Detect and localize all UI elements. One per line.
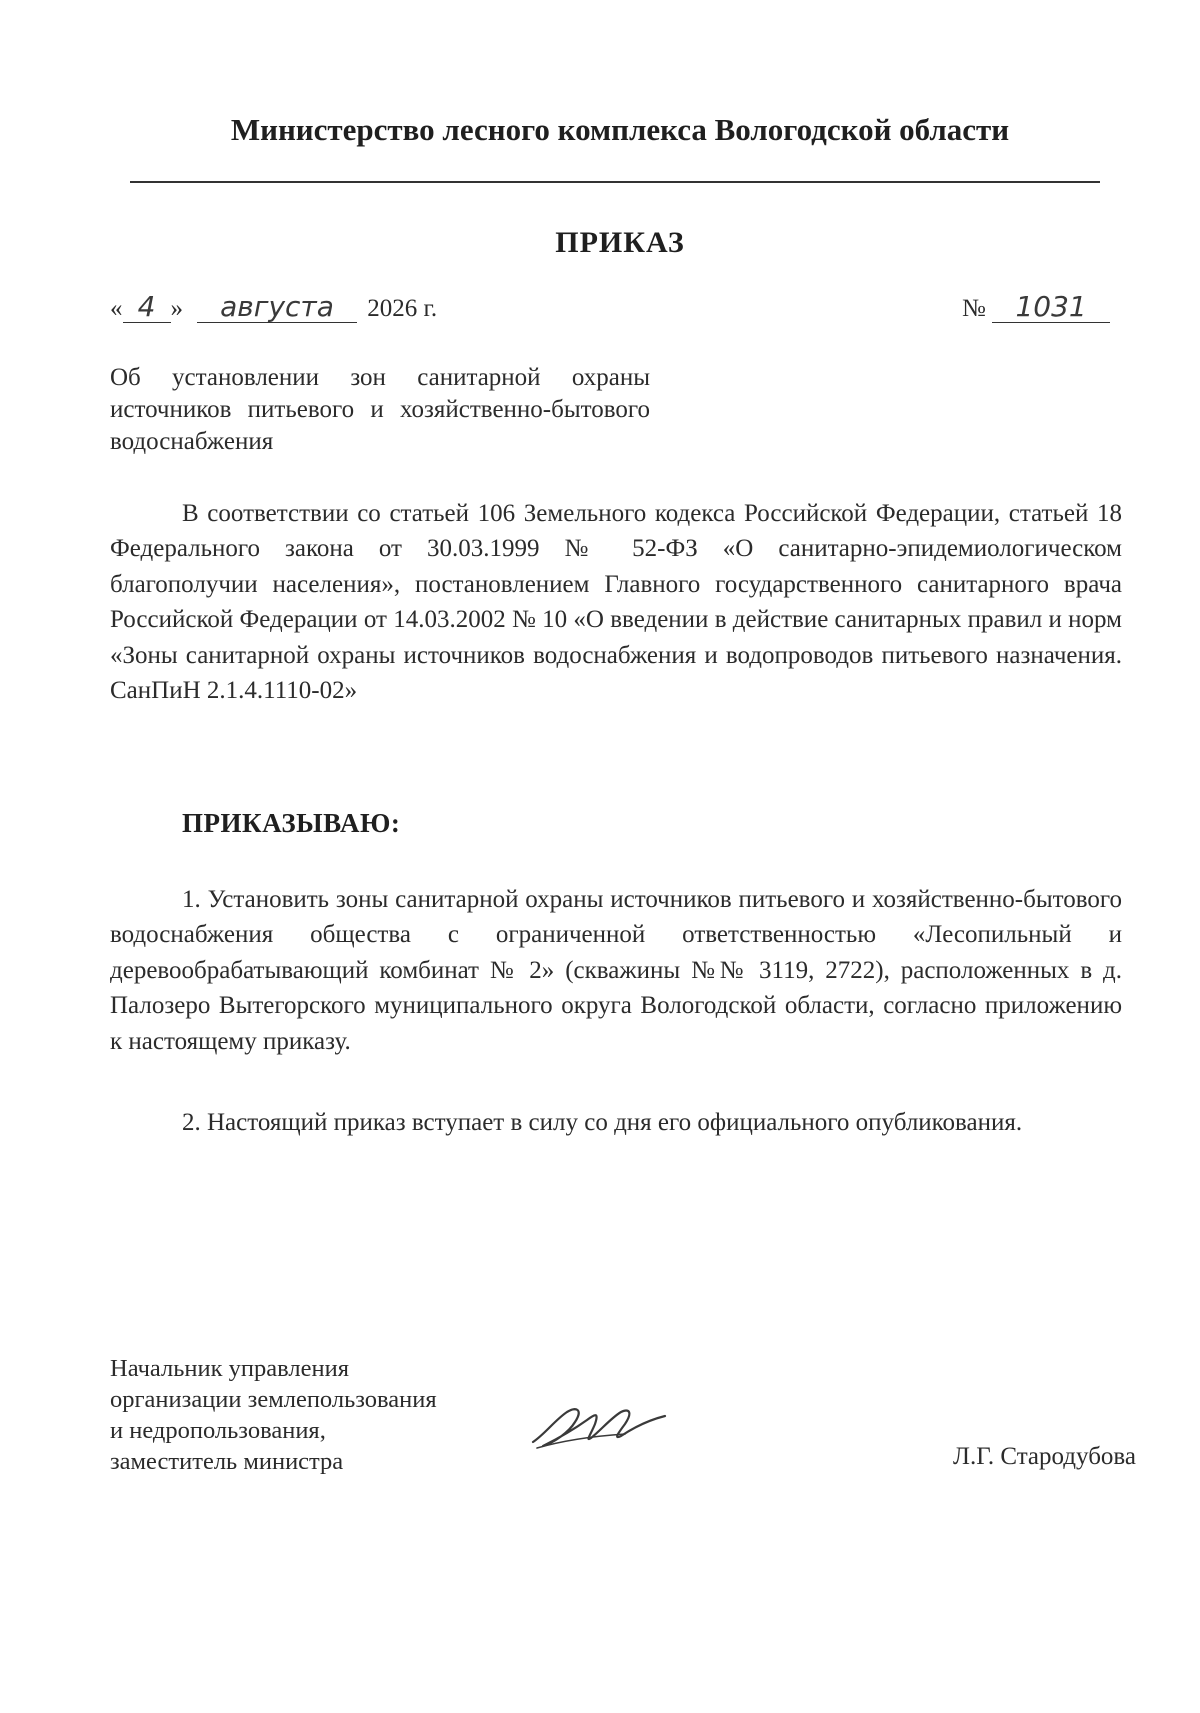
document-number [962,292,1110,323]
date-year: 2026 г. [367,295,438,322]
order-item-2: 2. Настоящий приказ вступает в силу со дня его официального опубликования. [182,1109,1023,1136]
date-day: 4 [123,292,171,323]
date-open-quote: « [110,295,123,322]
signer-position-line: Начальник управления [110,1355,349,1382]
signer-position-line: и недропользования, [110,1417,326,1444]
handwritten-signature [525,1390,675,1460]
number-value: 1031 [992,292,1110,323]
date-month: августа [197,292,357,323]
number-sign: № [962,295,986,322]
signer-position-line: заместитель министра [110,1448,344,1475]
ministry-name: Министерство лесного комплекса Вологодской области [230,112,1010,147]
header-divider [130,181,1100,183]
intro-paragraph: В соответствии со статьей 106 Земельного кодекса Российской Федерации, статьей 18 Федерального закона от 30.03.1999 № 52-ФЗ «О санитарно-эпидемиологическом благополучии населения», постановлением Главного государственного санитарного врача Российской Федерации от 14.03.2002 № 10 «О введении в действие санитарных правил и норм «Зоны санитарной охраны источников водоснабжения и водопроводов питьевого назначения. СанПиН 2.1.4.1110-02» [110,500,1122,705]
command-heading: ПРИКАЗЫВАЮ: [182,808,401,838]
date-close-quote: » [170,295,183,322]
signer-name: Л.Г. Стародубова [953,1443,1136,1470]
signer-position-line: организации землепользования [110,1386,437,1413]
order-item-1: 1. Установить зоны санитарной охраны источников питьевого и хозяйственно-бытового водоснабжения общества с ограниченной ответственностью «Лесопильный и деревообрабатывающий комбинат № 2» (скважины №№ 3119, 2722), расположенных в д. Палозеро Вытегорского муниципального округа Вологодской области, согласно приложению к настоящему приказу. [110,886,1122,1055]
document-date [110,292,437,323]
document-subject: Об установлении зон санитарной охраны источников питьевого и хозяйственно-бытового водоснабжения [110,364,650,455]
document-title: ПРИКАЗ [555,226,685,259]
signer-position [110,1353,530,1477]
